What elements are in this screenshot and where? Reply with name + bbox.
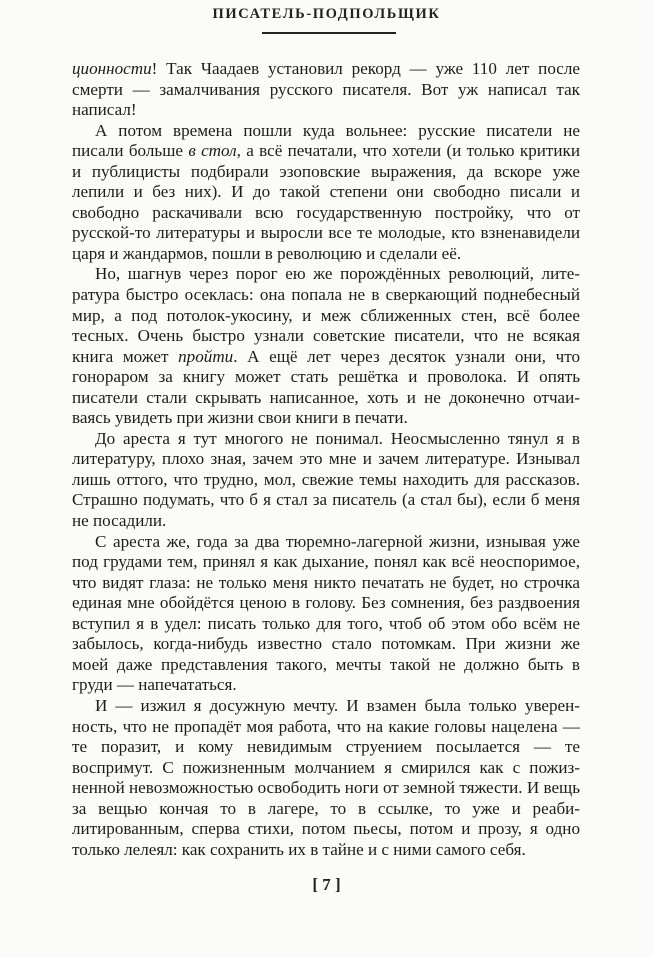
text-run: ! Так Чаадаев установил рекорд — уже 110 лет после смерти — замалчивания русского писателя. Вот уж написал так написал!	[72, 59, 580, 120]
text-run: , а всё печатали, что хотели (и только критики и публицисты подбирали эзоповские выражения, да вскоре уже лепили и без них). И до такой степени они свободно писали и свободно раскачивали всю государственную постройку, что от русской-то литературы и выросли все те молодые, кто взненавидели царя и жандармов, пошли в революцию и сделали её.	[72, 141, 580, 263]
italic-word: в стол	[188, 141, 237, 161]
paragraph	[72, 121, 580, 265]
text-run: Но, шагнув через порог ею же порождённых революций, литература быстро осеклась: она попала не в сверкающий поднебесный мир, а под потолок-укосину, и меж сближенных стен, всё более тесных. Очень быстро узнали советские писатели, что не всякая книга может	[72, 264, 580, 366]
text-run: . А ещё лет через десяток узнали они, что гонораром за книгу может стать решётка и проволока. И опять писатели стали скрывать написанное, хоть и не доконечно отчаиваясь увидеть при жизни свои книги в печати.	[72, 346, 580, 428]
italic-word: ционности	[72, 59, 152, 78]
paragraph	[72, 59, 580, 121]
paragraph	[72, 264, 580, 428]
page-number: [ 7 ]	[312, 875, 341, 894]
paragraph: С ареста же, года за два тюремно-лагерной жизни, изнывая уже под грудами тем, принял я как дыхание, понял как всё неоспоримое, что видят глаза: не только меня никто печатать не будет, но строчка единая мне обойдётся ценою в голову. Без сомнения, без раздвоения вступил я в удел: писать только для того, чтоб об этом обо всём не забылось, когда-нибудь известно стало потомкам. При жизни же моей даже представления такого, мечты такой не должно быть в груди — напечататься.	[72, 531, 580, 695]
running-head: ПИСАТЕЛЬ-ПОДПОЛЬЩИК	[212, 6, 441, 22]
header-rule	[262, 32, 396, 34]
italic-word: пройти	[178, 346, 234, 366]
text-run: А потом времена пошли куда вольнее: русские писатели не писали больше	[72, 120, 580, 161]
paragraph: И — изжил я досужную мечту. И взамен была только уверенность, что не пропадёт моя работа, что на какие головы нацелена — те поразит, и кому невидимым струением посылается — те воспримут. С пожизненным молчанием я смирился как с пожизненной невозможностью освободить ноги от земной тяжести. И вещь за вещью кончая то в лагере, то в ссылке, то уже и реабилитированным, сперва стихи, потом пьесы, потом и прозу, я одно только лелеял: как сохранить их в тайне и с ними самого себя.	[72, 695, 580, 859]
text-body	[72, 59, 580, 860]
paragraph: До ареста я тут многого не понимал. Неосмысленно тянул я в литературу, плохо зная, зачем это мне и зачем литературе. Изнывал лишь оттого, что трудно, мол, свежие темы находить для рассказов. Страшно подумать, что б я стал за писатель (а стал бы), если б меня не посадили.	[72, 428, 580, 531]
